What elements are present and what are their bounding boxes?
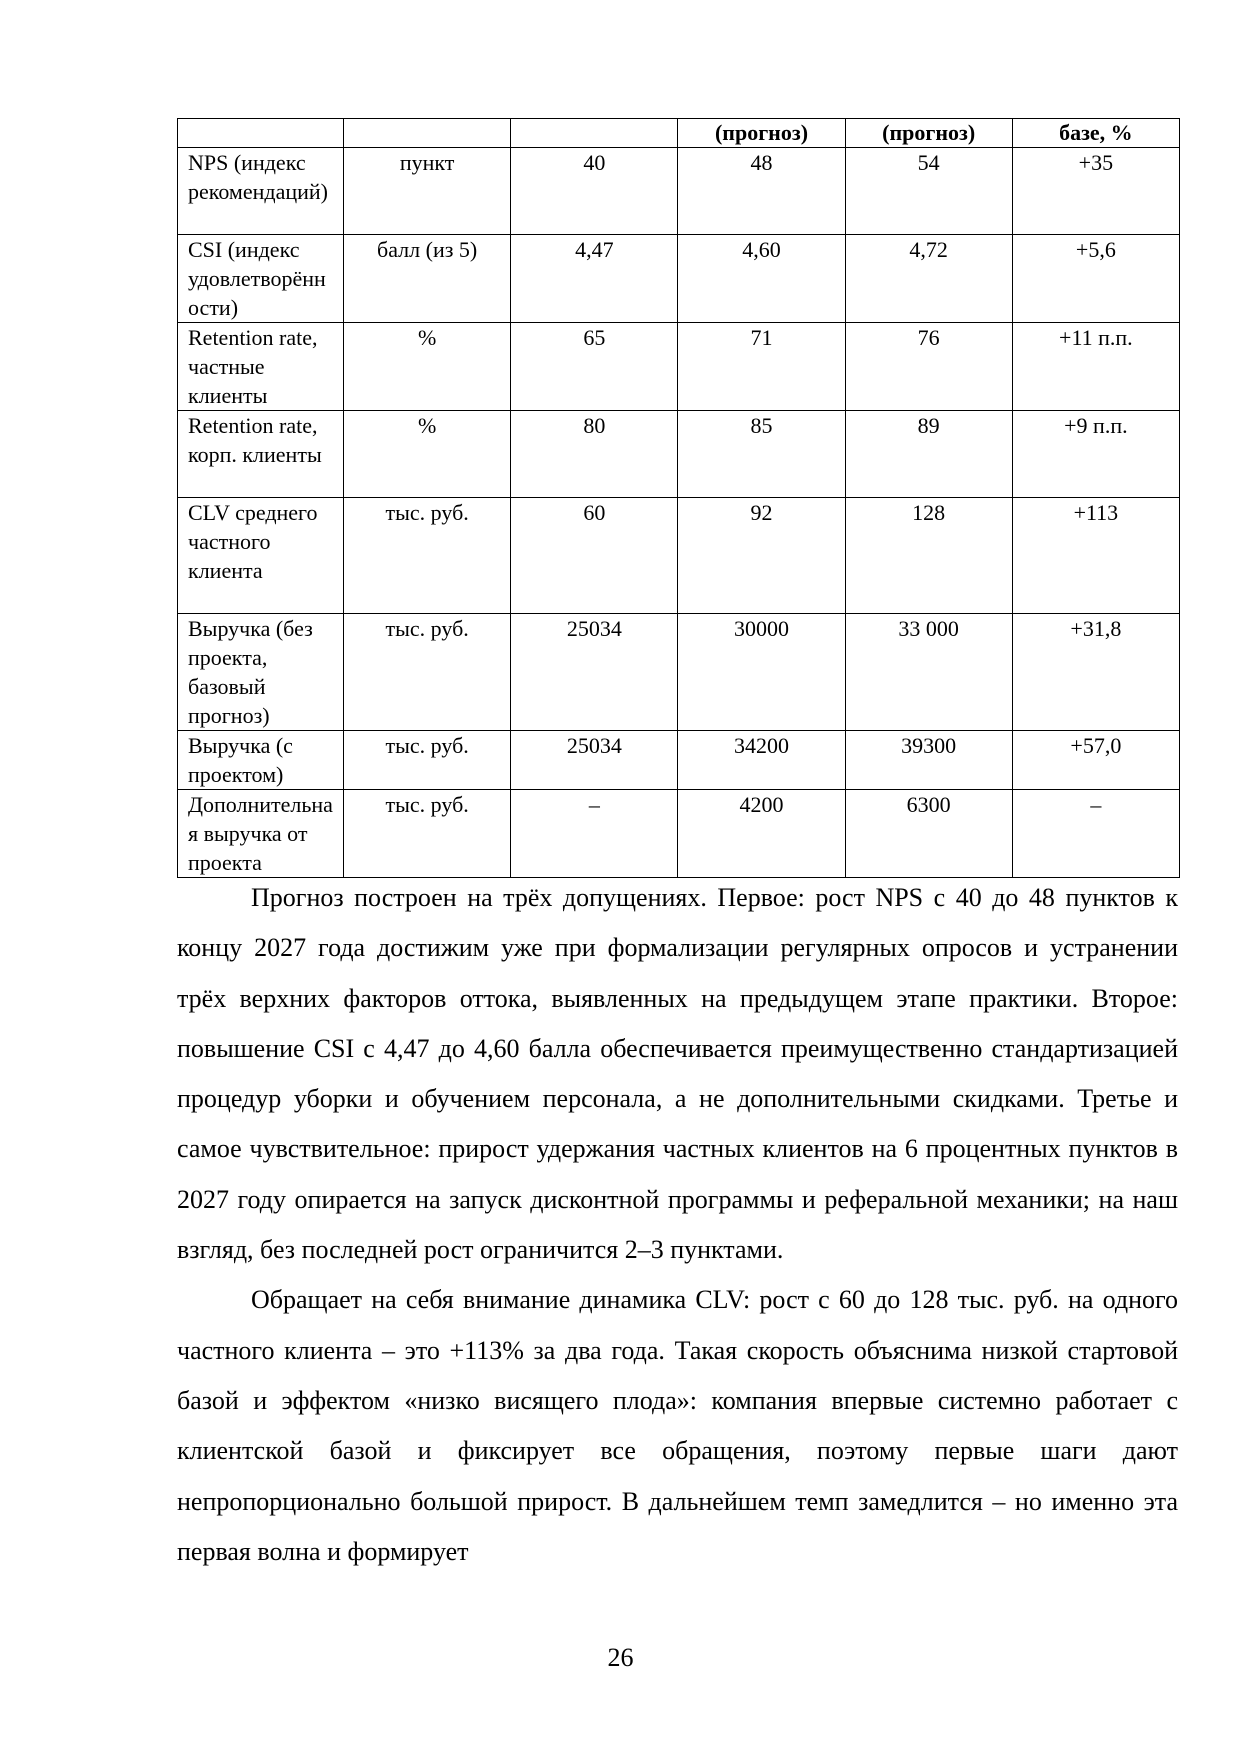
indicators-table [177,118,1180,878]
table-cell: 92 [678,498,845,614]
table-cell: 54 [845,148,1012,235]
table-header-cell: (прогноз) [678,119,845,148]
table-row [178,790,1180,878]
table-cell: +31,8 [1012,614,1179,731]
table-cell-indicator: Retention rate, корп. клиенты [178,411,344,498]
table-cell: +9 п.п. [1012,411,1179,498]
page-number: 26 [607,1643,634,1672]
table-cell: +113 [1012,498,1179,614]
table-cell: 25034 [511,731,678,790]
table-cell: 4,60 [678,235,845,323]
table-cell: 85 [678,411,845,498]
table-cell-unit: тыс. руб. [344,731,511,790]
table-header-cell [178,119,344,148]
table-cell: +11 п.п. [1012,323,1179,411]
table-cell: 65 [511,323,678,411]
table-cell: 25034 [511,614,678,731]
table-header-row [178,119,1180,148]
table-row [178,614,1180,731]
table-row [178,148,1180,235]
table-cell: 89 [845,411,1012,498]
table-cell-indicator: Выручка (с проектом) [178,731,344,790]
table-cell-indicator: Выручка (без проекта, базовый прогноз) [178,614,344,731]
table-cell: 4,47 [511,235,678,323]
body-text [177,873,1178,1577]
table-cell: +35 [1012,148,1179,235]
table-cell: 76 [845,323,1012,411]
table-cell: 48 [678,148,845,235]
table-cell: – [511,790,678,878]
table-cell: 71 [678,323,845,411]
table-cell-indicator: NPS (индекс рекомендаций) [178,148,344,235]
table-cell: – [1012,790,1179,878]
table-cell-unit: тыс. руб. [344,498,511,614]
table-cell-indicator: CLV среднего частного клиента [178,498,344,614]
table-row [178,731,1180,790]
table-cell: 128 [845,498,1012,614]
table-header-cell [511,119,678,148]
table-header-cell [344,119,511,148]
table-cell-unit: пункт [344,148,511,235]
table-cell-unit: % [344,411,511,498]
table-cell-indicator: CSI (индекс удовлетворённости) [178,235,344,323]
table-row [178,323,1180,411]
table-cell: 4,72 [845,235,1012,323]
table-cell: 4200 [678,790,845,878]
table-cell-indicator: Дополнительная выручка от проекта [178,790,344,878]
table-cell: +57,0 [1012,731,1179,790]
table-cell: 33 000 [845,614,1012,731]
table-row [178,411,1180,498]
table-cell-unit: % [344,323,511,411]
table-cell: 30000 [678,614,845,731]
table-cell-indicator: Retention rate, частные клиенты [178,323,344,411]
table-cell: +5,6 [1012,235,1179,323]
table-cell-unit: тыс. руб. [344,790,511,878]
table-cell: 6300 [845,790,1012,878]
table-header-cell: базе, % [1012,119,1179,148]
table-row [178,235,1180,323]
paragraph: Обращает на себя внимание динамика CLV: рост с 60 до 128 тыс. руб. на одного частного клиента – это +113% за два года. Такая скорость объяснима низкой стартовой базой и эффектом «низко висящего плода»: компания впервые системно работает с клиентской базой и фиксирует все обращения, поэтому первые шаги дают непропорционально большой прирост. В дальнейшем темп замедлится – но именно эта первая волна и формирует [177,1285,1178,1566]
paragraph: Прогноз построен на трёх допущениях. Первое: рост NPS с 40 до 48 пунктов к концу 2027 года достижим уже при формализации регулярных опросов и устранении трёх верхних факторов оттока, выявленных на предыдущем этапе практики. Второе: повышение CSI с 4,47 до 4,60 балла обеспечивается преимущественно стандартизацией процедур уборки и обучением персонала, а не дополнительными скидками. Третье и самое чувствительное: прирост удержания частных клиентов на 6 процентных пунктов в 2027 году опирается на запуск дисконтной программы и реферальной механики; на наш взгляд, без последней рост ограничится 2–3 пунктами. [177,883,1178,1265]
table-cell: 80 [511,411,678,498]
table-cell: 34200 [678,731,845,790]
table-cell-unit: балл (из 5) [344,235,511,323]
table-cell: 39300 [845,731,1012,790]
table-cell: 40 [511,148,678,235]
table-header-cell: (прогноз) [845,119,1012,148]
table-cell-unit: тыс. руб. [344,614,511,731]
table-row [178,498,1180,614]
table-cell: 60 [511,498,678,614]
